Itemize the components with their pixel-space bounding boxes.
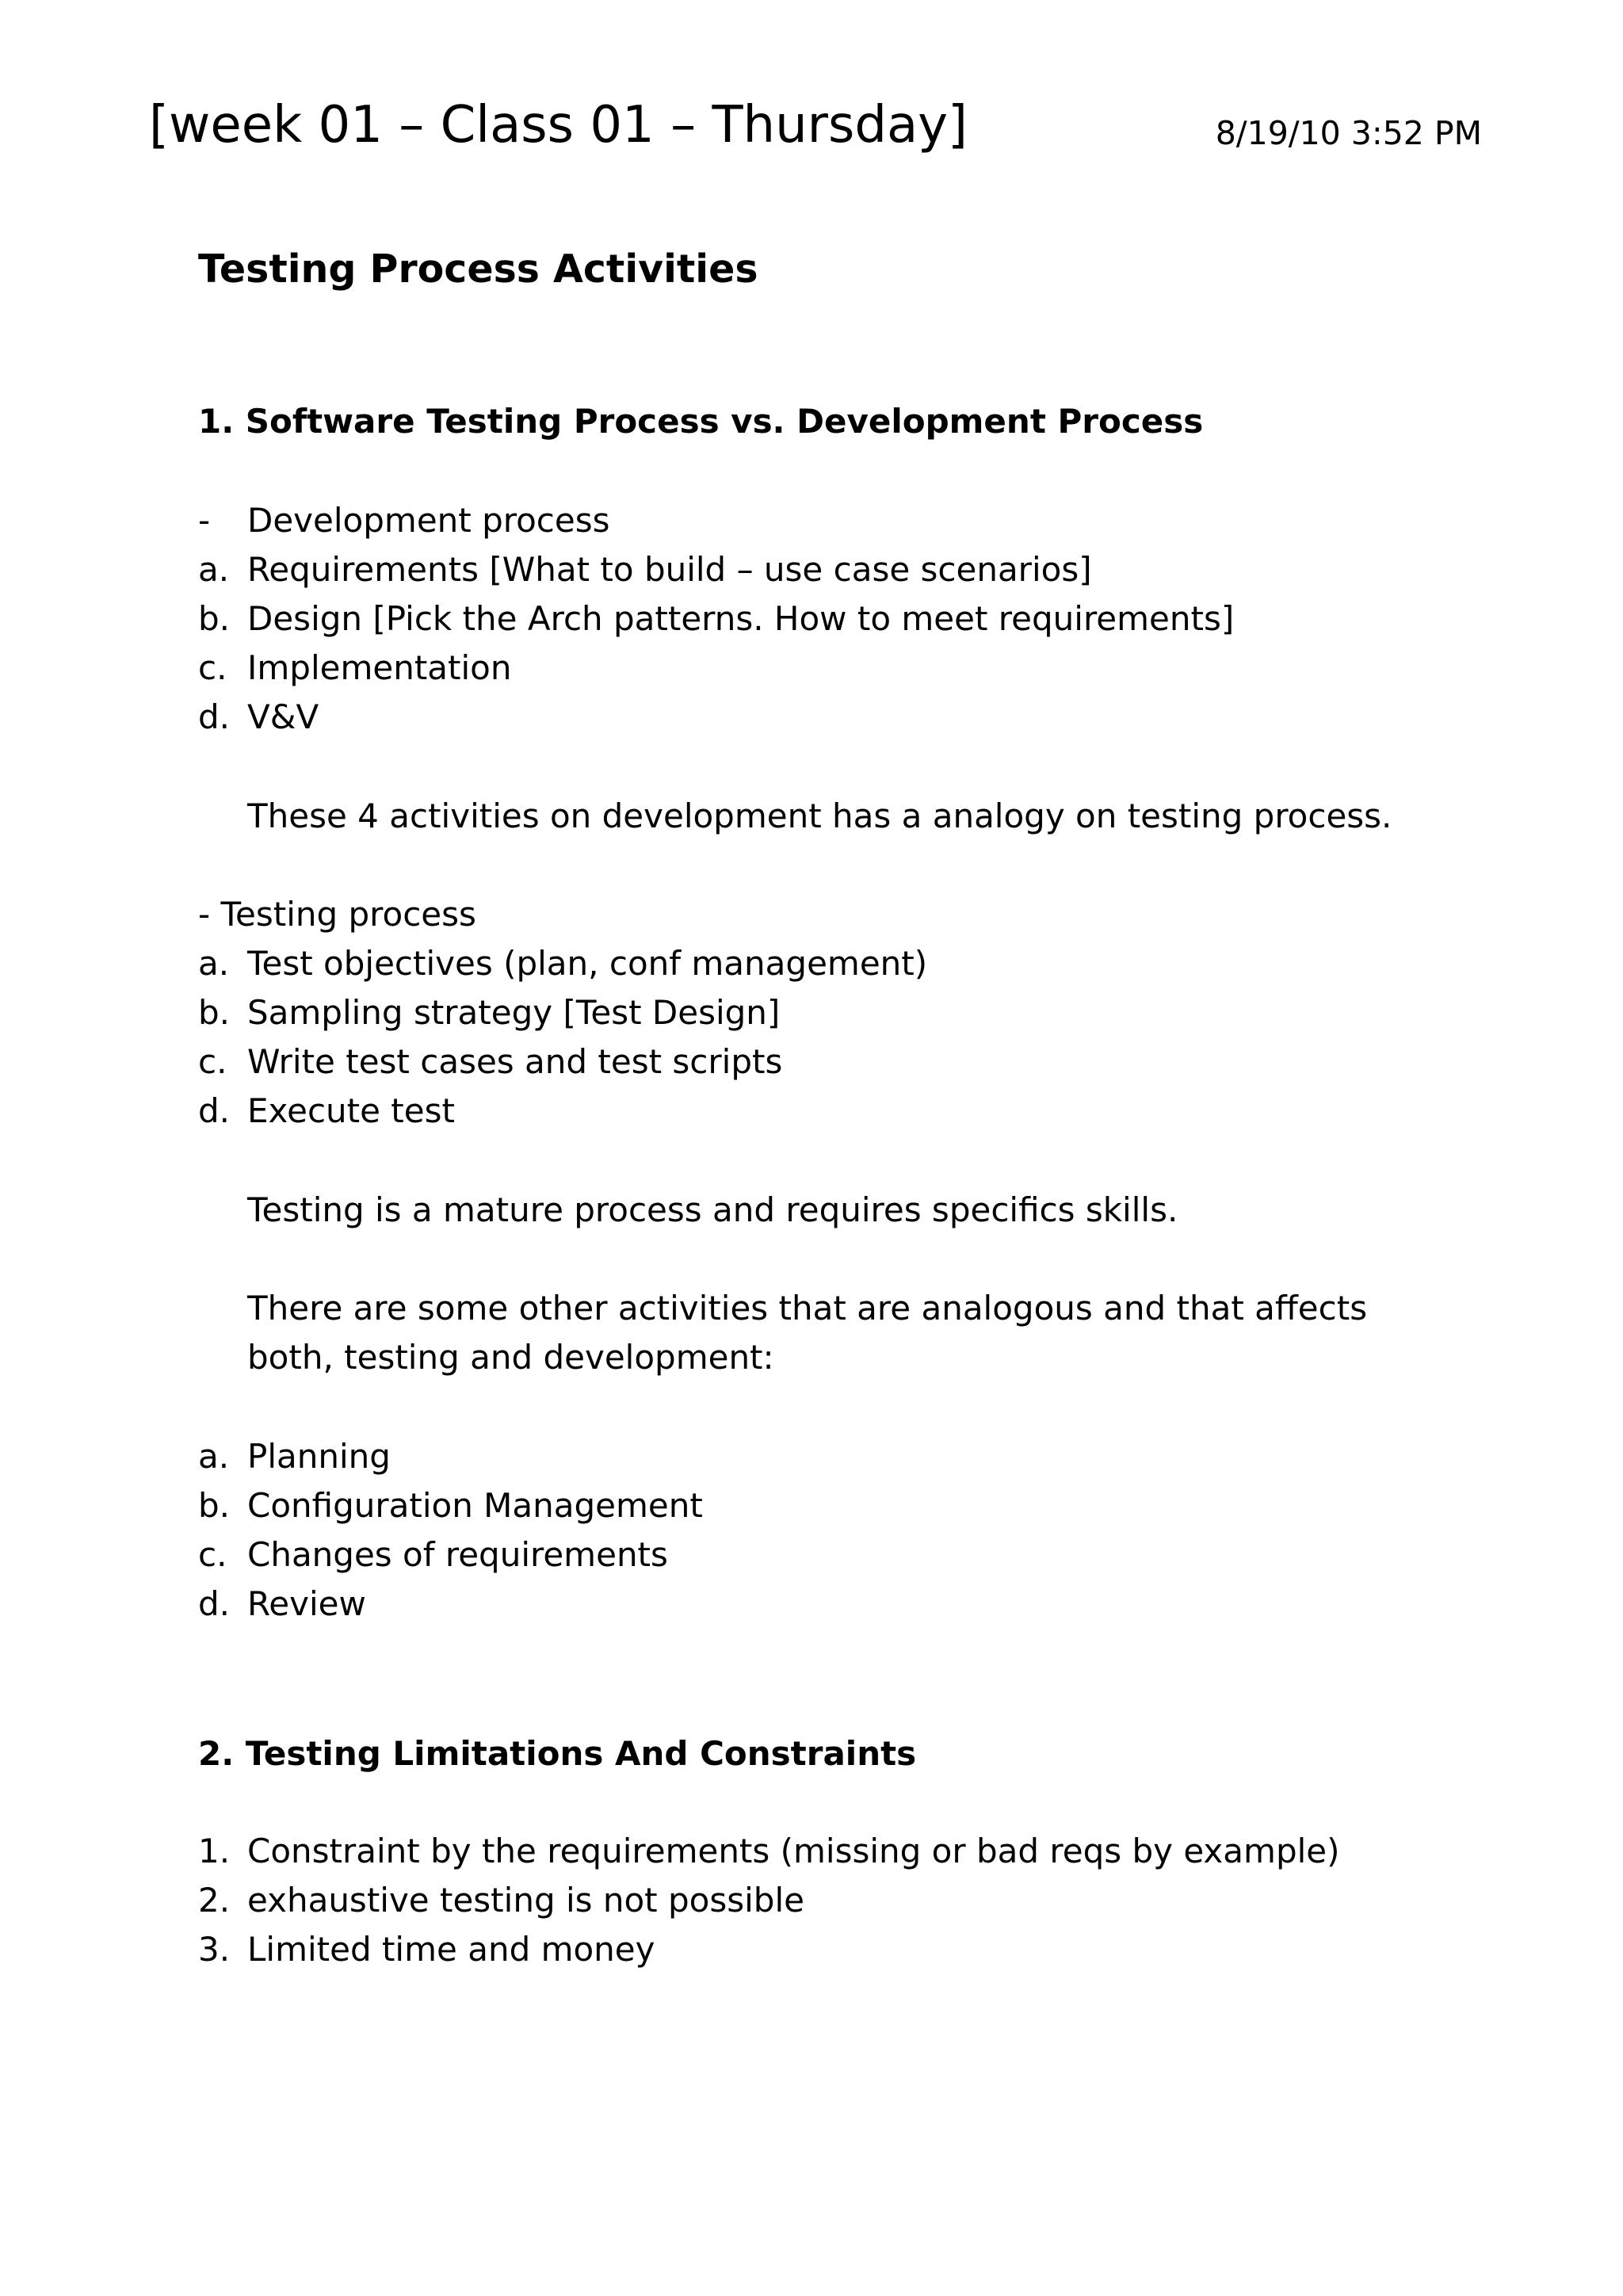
list-text: Design [Pick the Arch patterns. How to meet requirements]: [247, 599, 1235, 638]
testing-note-analogous-line1: There are some other activities that are analogous and that affects: [247, 1289, 1368, 1328]
list-text: Implementation: [247, 648, 512, 687]
list-item: [198, 1927, 655, 1973]
list-text: Constraint by the requirements (missing or bad reqs by example): [247, 1832, 1340, 1870]
testing-note-analogous-line2: both, testing and development:: [247, 1338, 774, 1377]
list-marker: c.: [198, 1535, 227, 1574]
development-note: These 4 activities on development has a analogy on testing process.: [247, 797, 1392, 835]
development-process-label: [198, 498, 610, 544]
list-item: [198, 1581, 366, 1627]
list-marker: d.: [198, 1091, 231, 1130]
list-marker: a.: [198, 944, 230, 983]
list-item: [198, 1828, 1340, 1874]
list-item: [198, 1878, 804, 1924]
list-item: [198, 694, 319, 740]
document-title: Testing Process Activities: [198, 246, 758, 292]
list-item: [198, 596, 1234, 642]
list-marker: b.: [198, 1486, 231, 1525]
list-text: Sampling strategy [Test Design]: [247, 993, 781, 1032]
list-marker: a.: [198, 550, 230, 589]
list-text: Development process: [247, 501, 610, 540]
list-item: [198, 547, 1092, 593]
list-item: [198, 990, 780, 1036]
list-item: [198, 1088, 455, 1134]
list-text: Planning: [247, 1437, 391, 1476]
list-text: Write test cases and test scripts: [247, 1042, 783, 1081]
list-marker: d.: [198, 697, 231, 736]
list-marker: 1.: [198, 1832, 231, 1870]
testing-note-maturity: Testing is a mature process and requires specifics skills.: [247, 1190, 1178, 1229]
list-text: exhaustive testing is not possible: [247, 1881, 804, 1920]
section-1-heading: 1. Software Testing Process vs. Development Process: [198, 402, 1204, 441]
list-item: [198, 1483, 703, 1529]
list-marker: a.: [198, 1437, 230, 1476]
list-item: [198, 1039, 782, 1085]
testing-process-label: - Testing process: [198, 895, 476, 934]
list-marker: b.: [198, 993, 231, 1032]
list-marker: d.: [198, 1584, 231, 1623]
header-date: 8/19/10 3:52 PM: [1215, 114, 1482, 152]
list-item: [198, 1532, 668, 1578]
list-item: [198, 645, 512, 691]
list-text: Configuration Management: [247, 1486, 703, 1525]
list-marker: 3.: [198, 1930, 231, 1969]
list-marker: 2.: [198, 1881, 231, 1920]
list-marker: -: [198, 501, 211, 540]
list-text: Changes of requirements: [247, 1535, 668, 1574]
list-item: [198, 1434, 391, 1480]
list-text: Execute test: [247, 1091, 455, 1130]
list-text: V&V: [247, 697, 319, 736]
list-item: [198, 941, 927, 987]
section-2-heading: 2. Testing Limitations And Constraints: [198, 1734, 917, 1773]
header-title: [week 01 – Class 01 – Thursday]: [149, 96, 968, 155]
list-marker: b.: [198, 599, 231, 638]
list-text: Review: [247, 1584, 366, 1623]
list-text: Requirements [What to build – use case scenarios]: [247, 550, 1092, 589]
list-text: Test objectives (plan, conf management): [247, 944, 928, 983]
list-marker: c.: [198, 1042, 227, 1081]
list-text: Limited time and money: [247, 1930, 655, 1969]
list-marker: c.: [198, 648, 227, 687]
